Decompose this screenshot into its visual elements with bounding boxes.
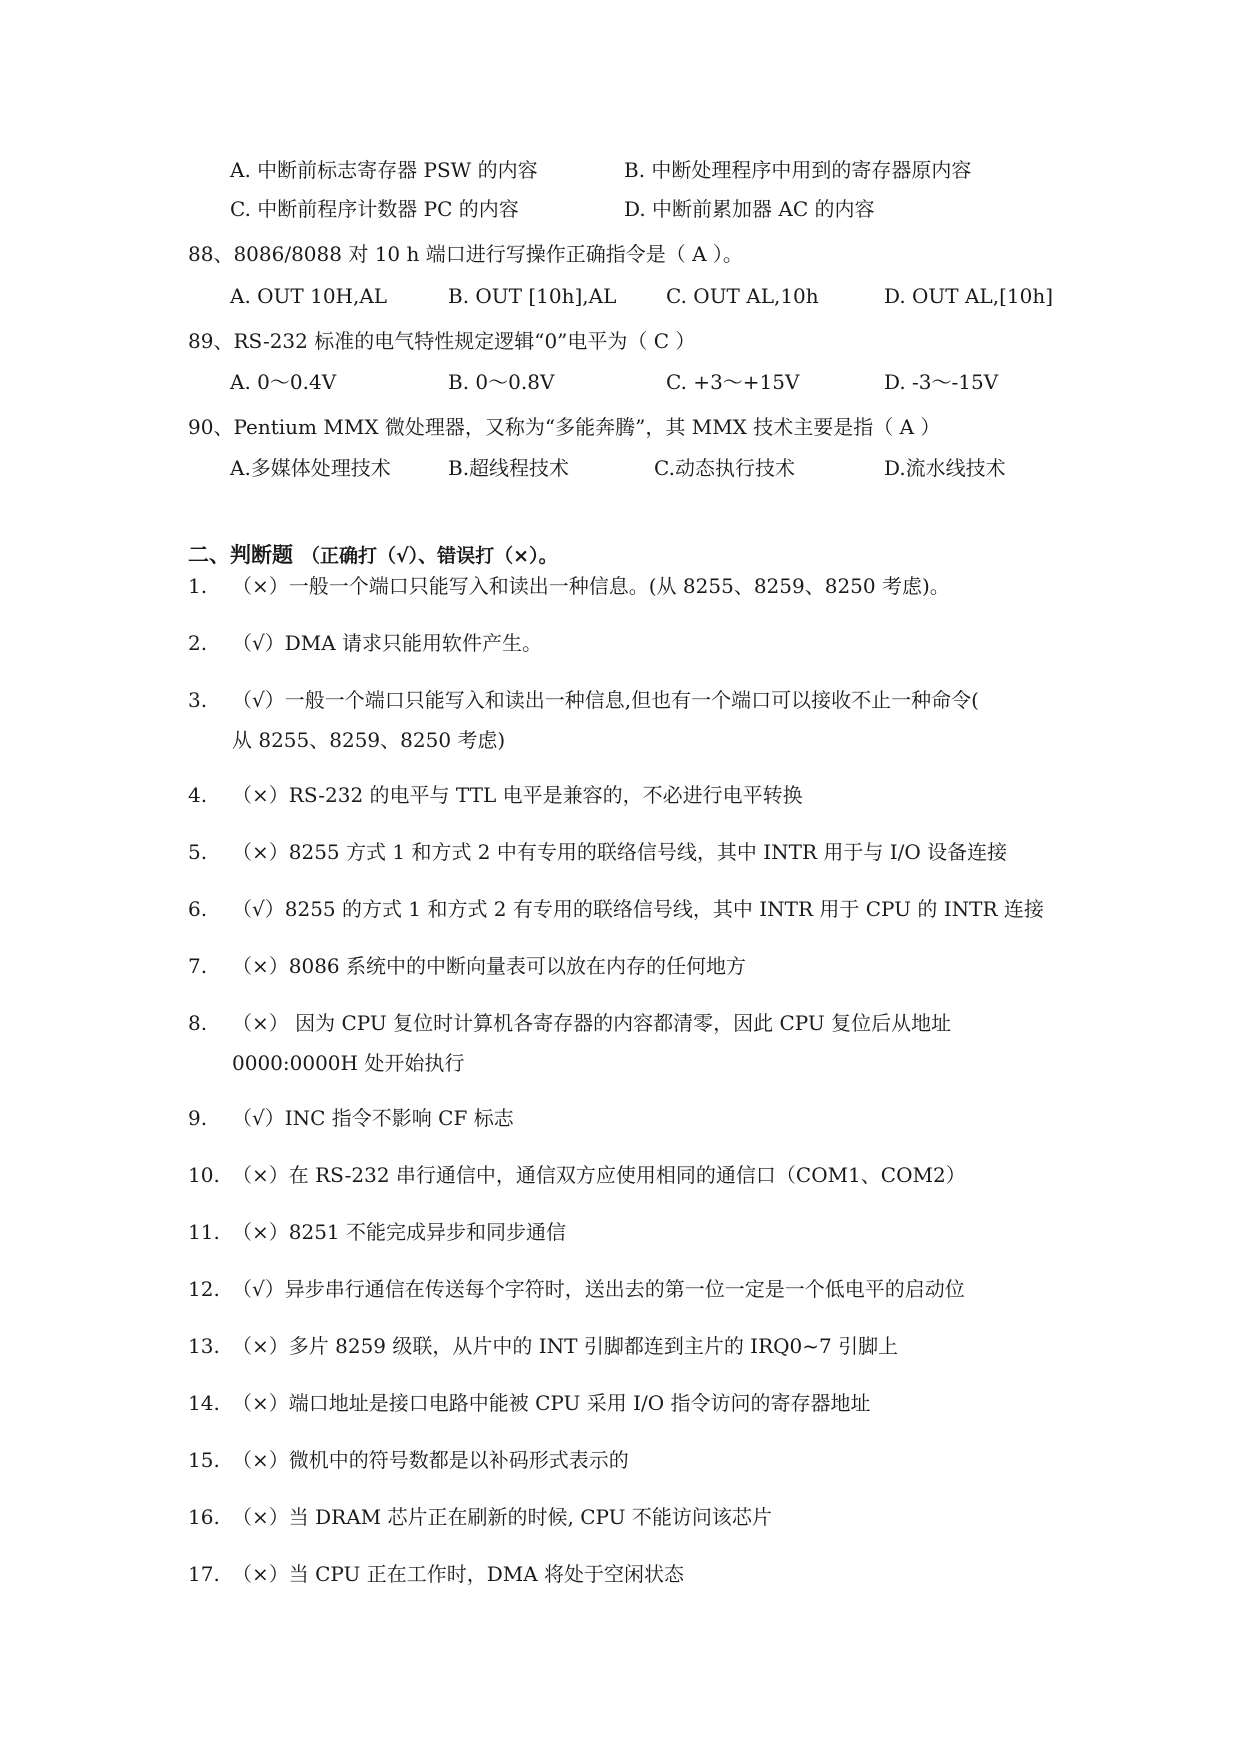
item-number: 9. bbox=[188, 1106, 208, 1130]
option-c: C. 中断前程序计数器 PC 的内容 bbox=[230, 197, 519, 221]
item-text: （√）DMA 请求只能用软件产生。 bbox=[232, 631, 543, 655]
item-text: （√）异步串行通信在传送每个字符时，送出去的第一位一定是一个低电平的启动位 bbox=[232, 1277, 965, 1301]
section-title: 二、判断题 bbox=[188, 543, 293, 567]
option-c: C. OUT AL,10h bbox=[666, 284, 819, 308]
item-number: 4. bbox=[188, 783, 208, 807]
option-d: D.流水线技术 bbox=[884, 456, 1006, 480]
item-text: （×）多片 8259 级联，从片中的 INT 引脚都连到主片的 IRQ0~7 引脚上 bbox=[232, 1334, 899, 1358]
item-text: （√）一般一个端口只能写入和读出一种信息,但也有一个端口可以接收不止一种命令( bbox=[232, 688, 979, 712]
option-row bbox=[0, 368, 1241, 396]
option-d: D. -3～-15V bbox=[884, 370, 999, 394]
item-number: 5. bbox=[188, 840, 208, 864]
item-text: （×）在 RS-232 串行通信中，通信双方应使用相同的通信口（COM1、COM2） bbox=[232, 1163, 966, 1187]
option-b: B.超线程技术 bbox=[448, 456, 570, 480]
item-text: （√）INC 指令不影响 CF 标志 bbox=[232, 1106, 514, 1130]
option-a: A. 0～0.4V bbox=[230, 370, 337, 394]
item-number: 8. bbox=[188, 1011, 208, 1035]
item-text: （×）8251 不能完成异步和同步通信 bbox=[232, 1220, 567, 1244]
question-88: 88、8086/8088 对 10 h 端口进行写操作正确指令是（ A ）。 bbox=[188, 242, 743, 266]
item-text: （×）端口地址是接口电路中能被 CPU 采用 I/O 指令访问的寄存器地址 bbox=[232, 1391, 871, 1415]
item-number: 11. bbox=[188, 1220, 220, 1244]
option-row bbox=[0, 156, 1241, 184]
item-number: 16. bbox=[188, 1505, 220, 1529]
question-89: 89、RS-232 标准的电气特性规定逻辑“0”电平为（ C ） bbox=[188, 329, 696, 353]
option-row bbox=[0, 282, 1241, 310]
option-row bbox=[0, 454, 1241, 482]
item-number: 1. bbox=[188, 574, 208, 598]
item-number: 14. bbox=[188, 1391, 220, 1415]
item-text: （×）RS-232 的电平与 TTL 电平是兼容的，不必进行电平转换 bbox=[232, 783, 803, 807]
item-text: （×）8086 系统中的中断向量表可以放在内存的任何地方 bbox=[232, 954, 747, 978]
option-a: A.多媒体处理技术 bbox=[230, 456, 391, 480]
section-heading bbox=[188, 540, 558, 571]
option-a: A. OUT 10H,AL bbox=[230, 284, 388, 308]
item-text: （×）当 DRAM 芯片正在刷新的时候, CPU 不能访问该芯片 bbox=[232, 1505, 772, 1529]
item-text: （×）一般一个端口只能写入和读出一种信息。(从 8255、8259、8250 考虑)。 bbox=[232, 574, 950, 598]
item-text: （×） 因为 CPU 复位时计算机各寄存器的内容都清零，因此 CPU 复位后从地址 bbox=[232, 1011, 952, 1035]
option-c: C. +3～+15V bbox=[666, 370, 800, 394]
item-number: 7. bbox=[188, 954, 208, 978]
item-text-continued: 从 8255、8259、8250 考虑) bbox=[232, 728, 506, 752]
option-b: B. 中断处理程序中用到的寄存器原内容 bbox=[624, 158, 972, 182]
item-number: 13. bbox=[188, 1334, 220, 1358]
item-number: 15. bbox=[188, 1448, 220, 1472]
option-d: D. 中断前累加器 AC 的内容 bbox=[624, 197, 875, 221]
item-text: （×）8255 方式 1 和方式 2 中有专用的联络信号线，其中 INTR 用于与 I/O 设备连接 bbox=[232, 840, 1008, 864]
option-c: C.动态执行技术 bbox=[654, 456, 795, 480]
item-text-continued: 0000:0000H 处开始执行 bbox=[232, 1051, 465, 1075]
option-row bbox=[0, 195, 1241, 223]
item-number: 2. bbox=[188, 631, 208, 655]
option-d: D. OUT AL,[10h] bbox=[884, 284, 1054, 308]
item-number: 3. bbox=[188, 688, 208, 712]
item-number: 17. bbox=[188, 1562, 220, 1586]
question-90: 90、Pentium MMX 微处理器，又称为“多能奔腾”，其 MMX 技术主要是指（ A ） bbox=[188, 415, 941, 439]
item-text: （×）微机中的符号数都是以补码形式表示的 bbox=[232, 1448, 629, 1472]
section-note: （正确打（√）、错误打（×）。 bbox=[301, 545, 558, 567]
option-b: B. OUT [10h],AL bbox=[448, 284, 617, 308]
option-a: A. 中断前标志寄存器 PSW 的内容 bbox=[230, 158, 538, 182]
item-text: （×）当 CPU 正在工作时，DMA 将处于空闲状态 bbox=[232, 1562, 685, 1586]
option-b: B. 0～0.8V bbox=[448, 370, 555, 394]
item-number: 12. bbox=[188, 1277, 220, 1301]
item-number: 10. bbox=[188, 1163, 220, 1187]
item-text: （√）8255 的方式 1 和方式 2 有专用的联络信号线，其中 INTR 用于 CPU 的 INTR 连接 bbox=[232, 897, 1044, 921]
item-number: 6. bbox=[188, 897, 208, 921]
